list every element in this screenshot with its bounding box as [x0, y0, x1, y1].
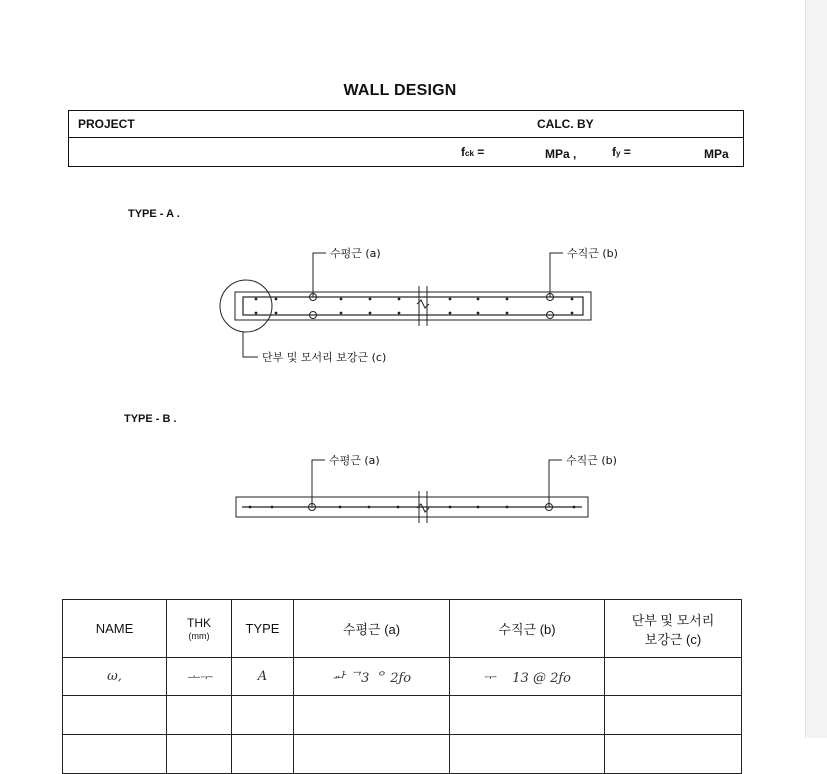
cell-vertical-bar[interactable]: ᅮᅟ 13 @ 2ƒo [450, 658, 605, 696]
fy-equals: = [620, 145, 631, 159]
table-header-row [63, 600, 742, 658]
col-header-thk [167, 600, 232, 658]
page-title: WALL DESIGN [343, 82, 457, 99]
fy-symbol: f [612, 145, 616, 159]
fy-unit: MPa [704, 147, 729, 161]
type-a-horizontal-leader [313, 253, 326, 297]
cell-horizontal-bar[interactable]: ᅭᅡ ᄀ3 ᄋ 2ƒo [294, 658, 450, 696]
cell-horizontal-bar[interactable] [294, 735, 450, 774]
col-header-name: NAME [63, 600, 167, 658]
table-row [63, 696, 742, 735]
type-a-vertical-leader [550, 253, 563, 297]
type-b-label: TYPE - B . [124, 413, 177, 425]
cell-name[interactable] [63, 735, 167, 774]
type-a-vertical-bar-label: 수직근 (b) [567, 247, 618, 260]
cell-corner-bar[interactable] [605, 696, 742, 735]
table-row [63, 658, 742, 696]
type-b-horizontal-leader [312, 460, 325, 507]
cell-type[interactable] [232, 696, 294, 735]
fck-symbol: f [461, 145, 465, 159]
col-header-thk-unit: (mm) [188, 631, 210, 641]
type-a-corner-bar-label: 단부 및 모서리 보강근 (c) [262, 351, 387, 364]
cell-type[interactable]: A [232, 658, 294, 696]
col-header-corner-line1: 단부 및 모서리 [631, 612, 715, 628]
col-header-horizontal-bar: 수평근 (a) [294, 600, 450, 658]
cell-corner-bar[interactable] [605, 658, 742, 696]
type-a-horizontal-bar-label: 수평근 (a) [330, 247, 381, 260]
type-a-corner-detail-circle [220, 280, 272, 332]
col-header-vertical-bar: 수직근 (b) [450, 600, 605, 658]
fy-subscript: y [616, 149, 621, 158]
col-header-type: TYPE [232, 600, 294, 658]
fck-unit: MPa , [545, 147, 577, 161]
type-a-corner-leader [243, 332, 258, 357]
col-header-thk-label: THK [187, 616, 211, 630]
cell-name[interactable]: ω, [63, 658, 167, 696]
type-a-label: TYPE - A . [128, 208, 180, 220]
cell-vertical-bar[interactable] [450, 735, 605, 774]
wall-schedule-table [62, 599, 742, 774]
col-header-corner-line2: 보강근 (c) [644, 631, 702, 647]
rebar-dots [249, 298, 576, 509]
cell-thk[interactable] [167, 735, 232, 774]
type-a-wall-outline [235, 292, 591, 320]
cell-thk[interactable]: ᅩᅮ [167, 658, 232, 696]
project-label: PROJECT [78, 117, 135, 131]
type-a-rebar-loop [243, 297, 583, 315]
col-header-corner-bar [605, 600, 742, 658]
type-b-vertical-leader [549, 460, 562, 507]
calc-by-label: CALC. BY [537, 117, 594, 131]
table-row [63, 735, 742, 774]
cell-thk[interactable] [167, 696, 232, 735]
type-b-vertical-bar-label: 수직근 (b) [566, 454, 617, 467]
type-b-break-symbol [417, 491, 429, 523]
cell-horizontal-bar[interactable] [294, 696, 450, 735]
cell-name[interactable] [63, 696, 167, 735]
cell-vertical-bar[interactable] [450, 696, 605, 735]
type-b-horizontal-bar-label: 수평근 (a) [329, 454, 380, 467]
fck-equals: = [473, 145, 485, 159]
fck-subscript: ck [465, 149, 474, 158]
cell-corner-bar[interactable] [605, 735, 742, 774]
cell-type[interactable] [232, 735, 294, 774]
